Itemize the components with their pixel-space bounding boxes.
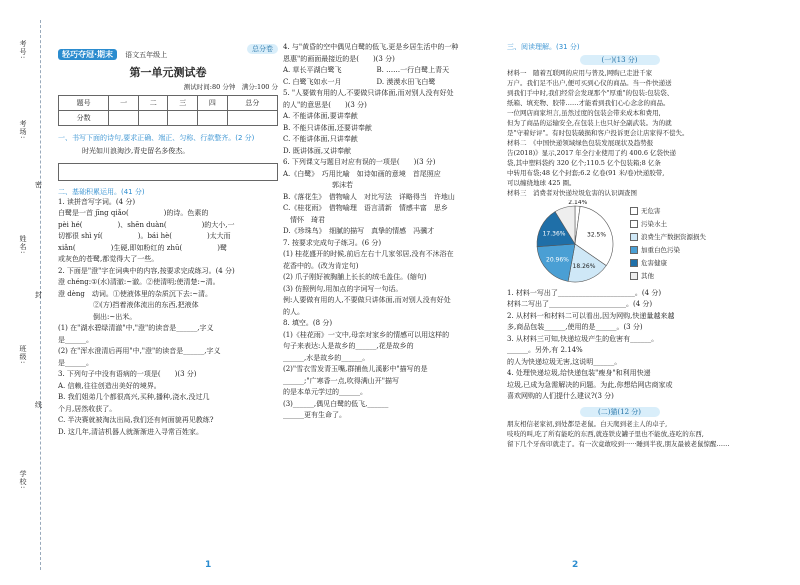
pie-chart	[527, 200, 627, 288]
score-input[interactable]	[227, 111, 277, 126]
pie-slice-label: 17.36%	[542, 229, 566, 237]
page-title: 第一单元测试卷	[129, 66, 207, 79]
text-line: ______;"广寒香一点,吹得满山开"描写	[283, 376, 400, 385]
exam-meta: 测试时间:80 分钟 满分:100 分	[183, 83, 278, 91]
score-cell: 题号	[59, 96, 109, 111]
text-line: 恩惠"的画面最接近的是( )(3 分)	[283, 54, 395, 63]
legend-label: 无危害	[641, 206, 661, 215]
text-line: 是______。	[58, 335, 93, 344]
pie-slice-label: 32.5%	[587, 230, 607, 238]
text-line: 的是本单元学过的______。	[283, 388, 367, 396]
legend-item	[630, 271, 706, 281]
legend-label: 浪费生产数据资源损失	[641, 232, 706, 241]
score-input[interactable]	[198, 111, 228, 126]
legend-swatch	[630, 272, 638, 280]
text-line: xiǎn( )生硬,即如粉红的 zhū( )鹭	[58, 243, 227, 252]
pie-slice-label: 2.14%	[568, 199, 588, 206]
text-line: (2) 在"浑水澄清后再用"中,"澄"的读音是______,字义	[58, 347, 221, 355]
text-line: 的人为快递垃圾无害,这说明______。	[507, 357, 622, 366]
legend-label: 其他	[641, 271, 654, 280]
text-line: 郭沫若	[283, 181, 353, 189]
score-cell: 四	[198, 96, 228, 111]
text-line: 7. 按要求完成句子练习。(6 分)	[283, 238, 382, 247]
class-label: 班级:	[19, 345, 27, 365]
part-1-pill: (一)(13 分)	[580, 55, 660, 65]
text-line: B. 我们姐弟几个都很高兴,买种,播种,浇水,没过几	[58, 393, 210, 401]
section-3-title: 三、阅读理解。(31 分)	[507, 43, 580, 51]
legend-swatch	[630, 220, 638, 228]
score-cell: 一	[109, 96, 139, 111]
score-cell: 总分	[227, 96, 277, 111]
text-line: (2)"雪衣雪发青玉嘴,群捕鱼儿溪影中"描写的是	[283, 365, 428, 373]
text-line: 垃圾,已成为急需解决的问题。为此,你想给网店商家或	[507, 380, 673, 389]
text-line: 朋友相信老家初,到处都是老鼠。白天爬到老主人的卓子,	[507, 419, 668, 428]
score-input[interactable]	[138, 111, 168, 126]
legend-label: 污染水土	[641, 219, 667, 228]
legend-item	[630, 258, 706, 268]
text-line: A.《白鹭》 巧用比喻 如诗如画的意境 首尾照应	[283, 169, 441, 178]
text-line: 万户。我们足不出户,便可买到心仪的商品。当一件快递送	[507, 79, 672, 87]
text-line: 切都很 shì yí( )。bái hè( )太大而	[58, 232, 231, 240]
text-line: 例:人要做有用的人,不要做只讲体面,而对别人没有好处	[283, 296, 451, 304]
score-input[interactable]	[109, 111, 139, 126]
pie-slice-label: 18.26%	[572, 262, 596, 270]
score-table	[58, 95, 278, 126]
brand-logo: 轻巧夺冠·期末	[58, 49, 117, 60]
text-line: 8. 填空。(8 分)	[283, 319, 333, 327]
text-line: B. 不能只讲体面,还要讲奉献	[283, 123, 372, 132]
text-line: 澄 dèng 动词。①使液体里的杂质沉下去:~清。	[58, 289, 213, 298]
text-line: 花香中的。(改为肯定句)	[283, 261, 359, 270]
text-line: (3) 仿照例句,用加点的字词写一句话。	[283, 284, 403, 293]
text-line: 情怀 琦君	[283, 215, 325, 224]
text-line: 倒出:~出米。	[58, 312, 137, 321]
exam-no-label: 考号:	[19, 40, 27, 60]
text-line: C. 不能讲体面,只讲奉献	[283, 135, 358, 143]
text-line: 中转用布袋;48 亿个封套;6.2 亿卷(91 米/卷)快递胶带,	[507, 169, 665, 177]
legend-swatch	[630, 259, 638, 267]
text-line: (3)______,偶见白鹭的低飞,______	[283, 399, 389, 408]
text-line: 白鹭是一首 jīng qiǎo( )的诗。色素的	[58, 209, 209, 217]
legend-item	[630, 219, 706, 229]
text-line: 吱吱的叫,吃了所有能吃的东西,就连铁皮罐子里也不能放,连吃的东西,	[507, 429, 704, 438]
text-line: 6. 下列课文与题目对应有误的一项是( )(3 分)	[283, 158, 436, 166]
reading-passage-2	[507, 419, 732, 449]
text-line: 1. 材料一写出了______________________。(4 分)	[507, 288, 662, 297]
score-value-row	[59, 111, 278, 126]
legend-item	[630, 245, 706, 255]
text-line: 告(2018)》显示,2017 年全行业使用了约 400.6 亿袋快递	[507, 149, 677, 157]
page-number-1: 1	[205, 560, 212, 570]
text-line: 4. 处理快递垃圾,给快递包装"瘦身"和利用快递	[507, 369, 651, 377]
legend-label: 加重白色污染	[641, 245, 680, 254]
text-line: 或灰色的苍鹭,都觉得大了一些。	[58, 255, 159, 263]
text-line: 到我们手中时,我们经常会发现那个"厚重"的包装:包装袋、	[507, 89, 674, 97]
left-column	[58, 42, 278, 438]
text-line: 2. 下面是"澄"字在词典中的内容,按要求完成练习。(4 分)	[58, 266, 235, 275]
text-line: 的人"的意思是( )(3 分)	[283, 100, 367, 109]
text-line: 个月,居然收获了。	[58, 404, 117, 413]
legend-swatch	[630, 233, 638, 241]
legend-swatch	[630, 246, 638, 254]
score-cell: 分数	[59, 111, 109, 126]
text-line: C. 白鹭飞如水一月 D. 漠漠水田飞白鹭	[283, 77, 436, 86]
text-line: 但为了商品的运输安全,在包装上也只好全副武装。为的就	[507, 119, 672, 127]
middle-questions	[283, 42, 498, 422]
grade-label: 语文五年级上	[125, 51, 168, 59]
text-line: D. 这几年,清洁机器人就渐渐进入寻常百姓家。	[58, 427, 204, 436]
seal-mark-2: 封	[35, 291, 42, 299]
text-line: 材料一 随着互联网的应用与普及,网购已走进千家	[507, 69, 653, 77]
writing-box[interactable]	[58, 163, 278, 181]
legend-swatch	[630, 207, 638, 215]
text-line: 澄 chéng:①(水)清澈:~澈。②使清明;使清楚:~清。	[58, 278, 220, 286]
text-line: 1. 读拼音写字词。(4 分)	[58, 197, 136, 206]
text-line: 材料二 《中国快递领域绿色包装发展现状及趋势报	[507, 139, 654, 147]
page-number-2: 2	[572, 560, 579, 570]
seal-mark: 密	[35, 181, 42, 189]
material-2	[507, 138, 732, 188]
right-questions	[507, 288, 732, 403]
text-line: A. 不能讲体面,要讲奉献	[283, 112, 358, 120]
text-line: pèi hé( )、shēn duàn( )的大小,一	[58, 220, 235, 229]
part-2-pill: (二)猫(12 分)	[580, 407, 660, 417]
text-line: 多,商品包装______,使用的是______。(3 分)	[507, 323, 643, 331]
text-line: 的人。	[283, 307, 304, 316]
material-1	[507, 68, 732, 138]
left-questions	[58, 197, 278, 439]
text-line: C. 半决赛就被淘汰出局,我们还有何面貌再见教练?	[58, 416, 214, 424]
text-line: D. 既讲体面,又讲奉献	[283, 146, 352, 155]
text-line: (2) 爪子刚好被胸脯上长长的绒毛盖住。(缩句)	[283, 273, 427, 281]
section-1-title: 一、书写下面的诗句,要求正确、端正、匀称、行款整齐。(2 分)	[58, 134, 255, 142]
legend-item	[630, 232, 706, 242]
material-3-title: 材料三 消费者对快递垃圾危害的认识调查图	[507, 189, 637, 197]
text-line: A. 草长平湖白鹭飞 B. ……一行白鹭上青天	[283, 66, 450, 74]
score-input[interactable]	[168, 111, 198, 126]
brand-header	[58, 42, 278, 60]
score-cell: 三	[168, 96, 198, 111]
text-line: ②(方)挡着液体流出的东西,把液体	[58, 301, 199, 309]
text-line: D.《珍珠鸟》 细腻的描写 真挚的情感 冯骥才	[283, 227, 435, 235]
text-line: 4. 与"黄昏的空中偶见白鹭的低飞,更是乡居生活中的一种	[283, 43, 459, 51]
text-line: (1) 桂花盛开的时候,前后左右十几家邻居,没有不沐浴在	[283, 250, 454, 258]
text-line: ______。另外,有 2.14%	[507, 346, 583, 354]
text-line: 纸箱、填充物、胶带……才能看到我们心心念念的商品。	[507, 99, 670, 107]
text-line: (1) 在"湖水碧绿清澈"中,"澄"的读音是______,字义	[58, 324, 214, 332]
text-line: 一位网店商家坦言,虽然过度的包装会带来成本和费用,	[507, 109, 661, 117]
pie-legend	[630, 206, 706, 284]
text-line: ______,水是故乡的______。	[283, 353, 370, 362]
text-line: 2. 从材料一和材料二可以看出,因为网购,快递量越来越	[507, 311, 675, 320]
right-column	[507, 42, 732, 449]
score-header-row	[59, 96, 278, 111]
text-line: ______更有生命了。	[283, 411, 346, 419]
text-line: 袋,其中塑料袋约 320 亿个;110.5 亿个包装箱;8 亿条	[507, 159, 661, 167]
text-line: (1)《桂花雨》一文中,母亲对家乡的情感可以用这样的	[283, 330, 450, 339]
text-line: 是"守着好评"。有时包装破损和客户投诉更会让店家得不偿失。	[507, 129, 689, 137]
pie-slice-label: 20.96%	[546, 256, 569, 264]
legend-label: 危害健康	[641, 258, 667, 267]
text-line: 5. "人要做有用的人,不要做只讲体面,而对别人没有好处	[283, 89, 454, 97]
text-line: 材料二写出了______________________。(4 分)	[507, 300, 653, 308]
pie-chart-area	[507, 200, 732, 288]
text-line: 3. 下列句子中没有语病的一项是( )(3 分)	[58, 370, 197, 378]
section-2-title: 二、基础积累运用。(41 分)	[58, 187, 145, 196]
text-line: 留下几个牙齿印就走了。有一次竟敢咬到······睡到半夜,朋友最被老鼠惊醒……	[507, 439, 730, 448]
room-label: 考场:	[19, 120, 27, 140]
seal-mark-3: 线	[35, 401, 42, 409]
text-line: 3. 从材料三可知,快递垃圾产生的危害有______。	[507, 334, 659, 343]
text-line: C.《桂花雨》 借物喻理 语言清新 情感丰富 思乡	[283, 204, 448, 212]
text-line: 是______。	[58, 358, 93, 367]
school-label: 学校:	[19, 470, 27, 490]
text-line: 喜欢网购的人们提什么建议?(3 分)	[507, 392, 614, 400]
score-cell: 二	[138, 96, 168, 111]
legend-item	[630, 206, 706, 216]
middle-column	[283, 42, 498, 422]
text-line: 可以缠绕地球 425 圈。	[507, 179, 576, 187]
text-line: 句子来表达:人是故乡的______,花是故乡的	[283, 342, 414, 350]
text-line: A. 信赖,往往创造出美好的境界。	[58, 381, 161, 390]
poem-line: 时光如川浪淘沙,青史留名多俊杰。	[82, 147, 190, 155]
header-badge: 总分卷	[247, 44, 278, 54]
name-label: 姓名:	[19, 235, 27, 255]
text-line: B.《落花生》 借物喻人 对比写法 详略得当 许地山	[283, 192, 455, 201]
